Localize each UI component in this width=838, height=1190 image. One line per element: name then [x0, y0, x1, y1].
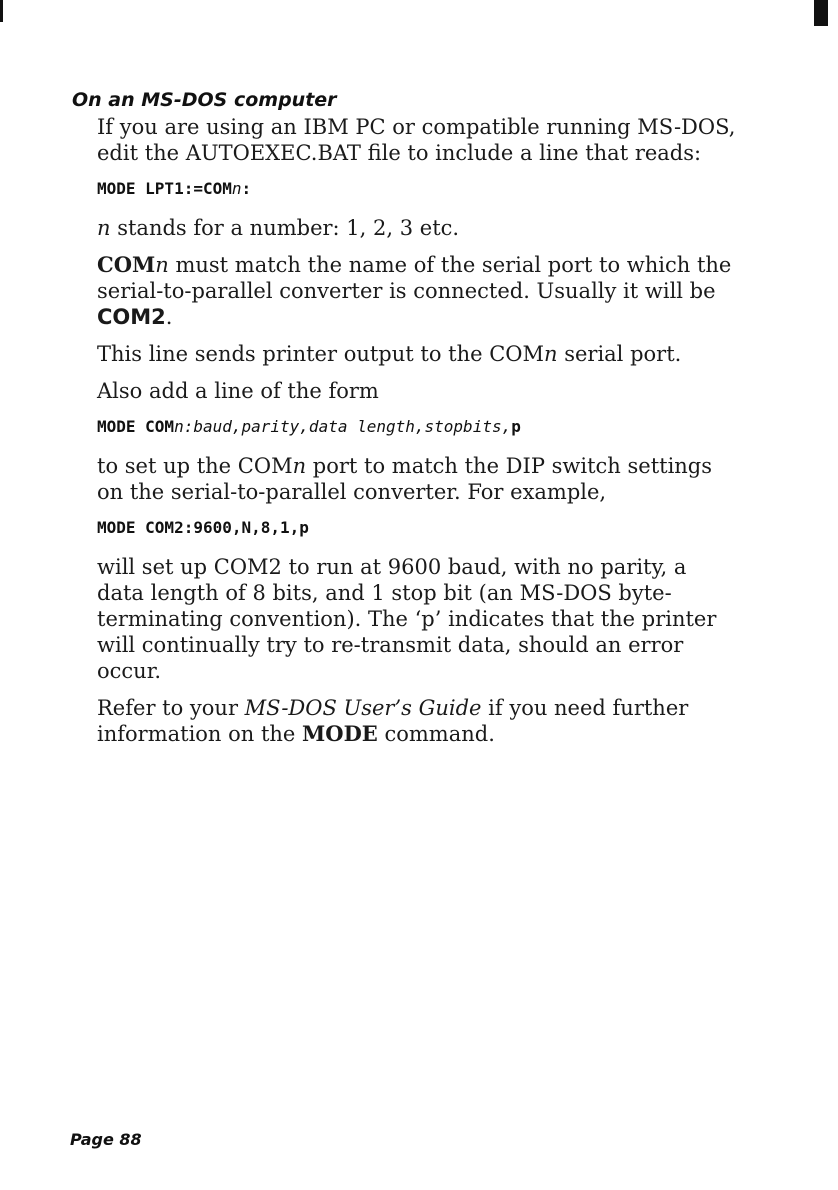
page-number: Page 88 — [70, 1130, 142, 1149]
refer-paragraph — [97, 695, 737, 747]
setup-post: port to match the DIP switch settings on the serial-to-parallel converter. For example, — [97, 454, 713, 504]
code-params: :baud,parity,data length,stopbits, — [183, 417, 512, 436]
code-command: MODE LPT1:=COM — [97, 179, 232, 198]
line-pre: This line sends printer output to the COM — [97, 342, 544, 366]
line-post: serial port. — [557, 342, 682, 366]
refer-post: command. — [377, 722, 495, 746]
com2-bold: COM2 — [97, 305, 166, 329]
section-heading: On an MS-DOS computer — [72, 89, 337, 111]
scan-edge-mark-left — [0, 0, 3, 22]
code-variable: n — [231, 179, 242, 198]
refer-pre: Refer to your — [97, 696, 245, 720]
code-variable: n — [174, 417, 184, 436]
n-note-paragraph — [97, 215, 737, 241]
line-variable: n — [544, 342, 558, 366]
code-command: MODE COM — [97, 417, 175, 436]
com-end: . — [165, 305, 173, 329]
mode-bold: MODE — [302, 721, 378, 746]
com-bold: COM — [97, 252, 156, 277]
scan-edge-mark-right — [814, 0, 828, 26]
example-paragraph: will set up COM2 to run at 9600 baud, with no parity, a data length of 8 bits, and 1 stop bit (an MS-DOS byte-terminating convention). The ‘p’ indicates that the printer will continually try to re-transmit data, should an error occur. — [97, 555, 717, 683]
intro-paragraph: If you are using an IBM PC or compatible running MS-DOS, edit the AUTOEXEC.BAT file to include a line that reads: — [97, 115, 736, 165]
page-body — [97, 114, 737, 758]
guide-title: MS-DOS User’s Guide — [244, 696, 482, 720]
code-end: p — [511, 417, 521, 436]
com-paragraph — [97, 252, 737, 330]
n-variable: n — [97, 216, 111, 240]
setup-paragraph — [97, 453, 737, 505]
code-mode-lpt1 — [97, 177, 737, 201]
line-paragraph — [97, 341, 737, 367]
code-mode-com-form — [97, 415, 737, 439]
code-mode-com2-example — [97, 516, 737, 540]
code-example: MODE COM2:9600,N,8,1,p — [97, 518, 309, 537]
com-text: must match the name of the serial port to which the serial-to-parallel converter is connected. Usually it will be — [97, 253, 732, 303]
setup-pre: to set up the COM — [97, 454, 293, 478]
n-note-text: stands for a number: 1, 2, 3 etc. — [110, 216, 460, 240]
com-variable: n — [155, 253, 169, 277]
refer-mid: if you need further information on the — [97, 696, 689, 746]
setup-variable: n — [292, 454, 307, 478]
code-suffix: : — [241, 179, 252, 198]
also-add-paragraph: Also add a line of the form — [97, 379, 379, 403]
